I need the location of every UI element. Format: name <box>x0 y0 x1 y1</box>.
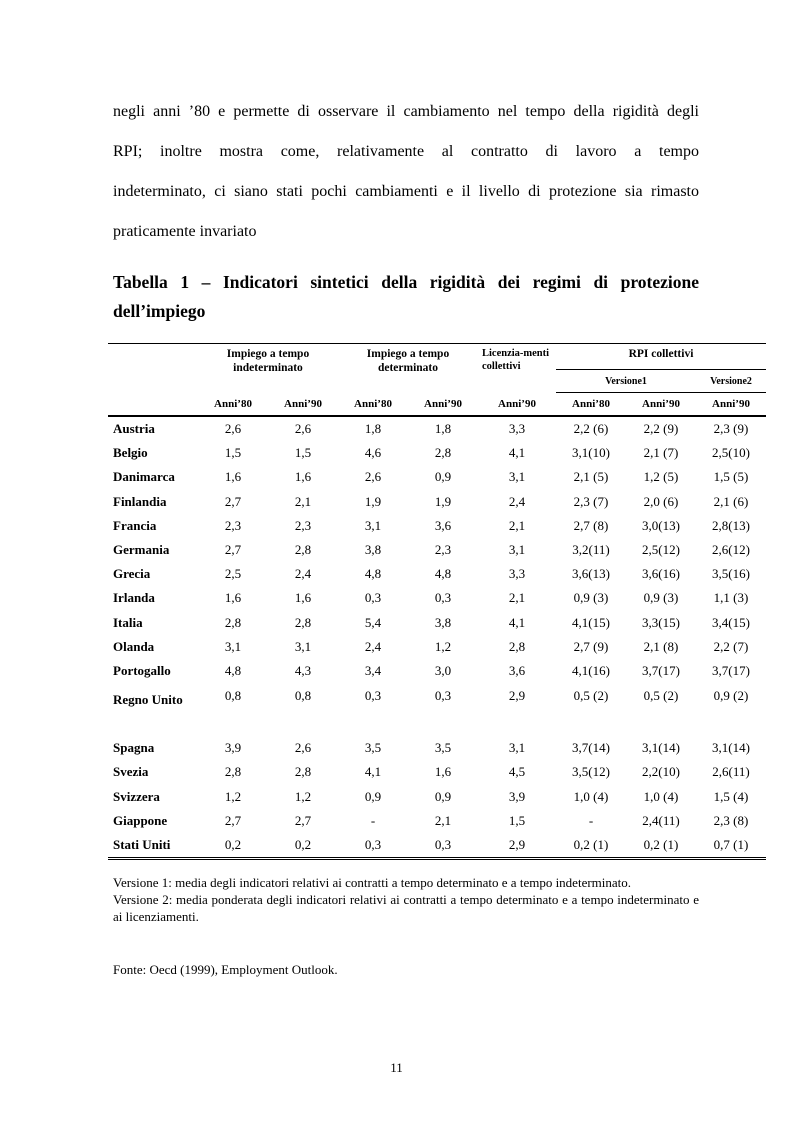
value-cell: 0,2 (1) <box>643 836 679 852</box>
value-cell: 3,4(15) <box>712 614 750 630</box>
value-cell: 3,4 <box>364 662 382 678</box>
caption-line: dell’impiego <box>113 301 206 321</box>
value-cell: 4,1 <box>508 445 526 461</box>
version2-header: Versione2 <box>696 370 766 393</box>
value-cell: - <box>370 812 376 828</box>
value-cell: 2,6 <box>294 740 312 756</box>
value-cell: 4,8 <box>434 566 452 582</box>
value-cell: 1,5 <box>224 445 242 461</box>
value-cell: 1,2 <box>224 788 242 804</box>
value-cell: 2,2(10) <box>642 764 680 780</box>
table-row <box>108 760 766 784</box>
country-cell: Irlanda <box>113 590 155 606</box>
year-header: Anni’90 <box>478 393 556 417</box>
value-cell: 4,8 <box>364 566 382 582</box>
value-cell: 2,5(12) <box>642 542 680 558</box>
value-cell: 1,5 (5) <box>713 469 749 485</box>
value-cell: 1,5 <box>294 445 312 461</box>
country-cell: Portogallo <box>113 662 171 678</box>
value-cell: 2,2 (7) <box>713 638 749 654</box>
country-cell: Germania <box>113 542 170 558</box>
value-cell: 1,6 <box>434 764 452 780</box>
value-cell: 2,7 (8) <box>573 517 609 533</box>
value-cell: 3,5(16) <box>712 566 750 582</box>
value-cell: 2,5 <box>224 566 242 582</box>
value-cell: 1,0 (4) <box>573 788 609 804</box>
year-header-blank <box>108 393 198 417</box>
country-cell: Stati Uniti <box>113 836 171 852</box>
value-cell: 4,8 <box>224 662 242 678</box>
value-cell: 3,5 <box>434 740 452 756</box>
value-cell: 1,2 (5) <box>643 469 679 485</box>
paragraph-line: negli anni ’80 e permette di osservare il cambiamento nel tempo della rigidità degli <box>113 103 699 120</box>
value-cell: 1,9 <box>434 493 452 509</box>
value-cell: 2,2 (6) <box>573 421 609 437</box>
value-cell: 5,4 <box>364 614 382 630</box>
rigidity-table <box>108 343 766 860</box>
value-cell: 0,9 <box>434 469 452 485</box>
paragraph-line: RPI; inoltre mostra come, relativamente al contratto di lavoro a tempo <box>113 143 699 160</box>
value-cell: 3,1(14) <box>642 740 680 756</box>
value-cell: 2,1 <box>508 517 526 533</box>
value-cell: 2,8 <box>294 614 312 630</box>
value-cell: 3,6 <box>434 517 452 533</box>
country-cell: Francia <box>113 517 157 533</box>
value-cell: 1,2 <box>434 638 452 654</box>
value-cell: 1,5 <box>508 812 526 828</box>
value-cell: 2,8 <box>508 638 526 654</box>
value-cell: 3,1 <box>508 469 526 485</box>
value-cell: 1,0 (4) <box>643 788 679 804</box>
value-cell: 2,1 (6) <box>713 493 749 509</box>
table-row <box>108 490 766 514</box>
table-notes <box>113 874 699 925</box>
value-cell: 3,7(14) <box>572 740 610 756</box>
value-cell: 3,1 <box>508 740 526 756</box>
group-header-indeterminato: Impiego a tempo indeterminato <box>198 344 338 393</box>
value-cell: 1,1 (3) <box>713 590 749 606</box>
country-cell: Finlandia <box>113 493 167 509</box>
value-cell: 3,0(13) <box>642 517 680 533</box>
value-cell: 0,3 <box>364 590 382 606</box>
value-cell: 1,6 <box>224 469 242 485</box>
table-body <box>108 416 766 859</box>
value-cell: 0,3 <box>364 688 382 704</box>
country-cell: Austria <box>113 421 155 437</box>
value-cell: 0,9 (3) <box>573 590 609 606</box>
value-cell: 3,1 <box>224 638 242 654</box>
table-row <box>108 736 766 760</box>
value-cell: 2,3 (9) <box>713 421 749 437</box>
table-row <box>108 659 766 683</box>
value-cell: 1,6 <box>224 590 242 606</box>
paragraph-line: praticamente invariato <box>113 223 257 240</box>
value-cell: 2,5(10) <box>712 445 750 461</box>
value-cell: 0,7 (1) <box>713 836 749 852</box>
table-bottom-rule <box>108 859 766 861</box>
value-cell: 2,8 <box>294 764 312 780</box>
value-cell: 3,6 <box>508 662 526 678</box>
value-cell: 3,1 <box>294 638 312 654</box>
value-cell: 4,1 <box>364 764 382 780</box>
value-cell: 4,6 <box>364 445 382 461</box>
value-cell: 1,5 (4) <box>713 788 749 804</box>
value-cell: 3,1(10) <box>572 445 610 461</box>
country-cell: Spagna <box>113 740 155 756</box>
value-cell: 2,1 <box>294 493 312 509</box>
year-header: Anni’90 <box>268 393 338 417</box>
value-cell: 2,7 <box>224 493 242 509</box>
value-cell: 2,7 <box>224 812 242 828</box>
value-cell: 2,8 <box>224 764 242 780</box>
value-cell: 2,9 <box>508 836 526 852</box>
value-cell: 3,6(13) <box>572 566 610 582</box>
value-cell: 0,5 (2) <box>573 688 609 704</box>
value-cell: 2,7 (9) <box>573 638 609 654</box>
year-header: Anni’90 <box>626 393 696 417</box>
value-cell: 3,3 <box>508 566 526 582</box>
value-cell: 0,9 (3) <box>643 590 679 606</box>
caption-line: Tabella 1 – Indicatori sintetici della rigidità dei regimi di protezione <box>113 272 699 292</box>
value-cell: 2,3 (7) <box>573 493 609 509</box>
value-cell: 2,8 <box>434 445 452 461</box>
value-cell: 3,1 <box>508 542 526 558</box>
value-cell: 2,1 (8) <box>643 638 679 654</box>
country-cell: Regno Unito <box>113 692 183 708</box>
value-cell: 0,8 <box>224 688 242 704</box>
value-cell: 0,9 <box>434 788 452 804</box>
country-cell: Belgio <box>113 445 148 461</box>
value-cell: 2,1 <box>434 812 452 828</box>
table-caption <box>113 268 699 326</box>
value-cell: 1,6 <box>294 469 312 485</box>
group-header-rpi: RPI collettivi <box>556 344 766 370</box>
table-row <box>108 441 766 465</box>
table-row <box>108 683 766 736</box>
value-cell: 3,8 <box>364 542 382 558</box>
value-cell: 0,9 (2) <box>713 688 749 704</box>
value-cell: 3,8 <box>434 614 452 630</box>
value-cell: 2,9 <box>508 688 526 704</box>
value-cell: 0,2 <box>224 836 242 852</box>
value-cell: 3,9 <box>224 740 242 756</box>
value-cell: 4,1 <box>508 614 526 630</box>
value-cell: 0,5 (2) <box>643 688 679 704</box>
value-cell: 2,3 <box>224 517 242 533</box>
value-cell: 3,5 <box>364 740 382 756</box>
value-cell: 1,8 <box>434 421 452 437</box>
value-cell: 0,8 <box>294 688 312 704</box>
table-row <box>108 833 766 859</box>
body-paragraph <box>113 92 699 252</box>
value-cell: 0,3 <box>434 688 452 704</box>
value-cell: 2,1 <box>508 590 526 606</box>
year-header: Anni’80 <box>556 393 626 417</box>
value-cell: 2,6 <box>364 469 382 485</box>
value-cell: 2,7 <box>294 812 312 828</box>
value-cell: 2,6(12) <box>712 542 750 558</box>
table-row <box>108 586 766 610</box>
value-cell: 2,1 (7) <box>643 445 679 461</box>
value-cell: 0,3 <box>434 836 452 852</box>
value-cell: 3,3(15) <box>642 614 680 630</box>
table-row <box>108 514 766 538</box>
value-cell: 2,7 <box>224 542 242 558</box>
value-cell: 2,6 <box>294 421 312 437</box>
value-cell: 0,3 <box>364 836 382 852</box>
value-cell: 4,3 <box>294 662 312 678</box>
note-version1: Versione 1: media degli indicatori relativi ai contratti a tempo determinato e a tempo indeterminato. <box>113 875 632 890</box>
value-cell: 3,7(17) <box>642 662 680 678</box>
value-cell: 3,7(17) <box>712 662 750 678</box>
table-row <box>108 562 766 586</box>
table-row <box>108 635 766 659</box>
group-header-determinato: Impiego a tempo determinato <box>338 344 478 393</box>
year-header: Anni’90 <box>408 393 478 417</box>
country-cell: Danimarca <box>113 469 175 485</box>
value-cell: 2,4(11) <box>642 812 680 828</box>
value-cell: 4,5 <box>508 764 526 780</box>
group-header-licenziamenti: Licenzia-menti collettivi <box>478 344 556 393</box>
country-cell: Grecia <box>113 566 151 582</box>
value-cell: 3,6(16) <box>642 566 680 582</box>
year-header: Anni’80 <box>338 393 408 417</box>
value-cell: 2,8 <box>224 614 242 630</box>
country-cell: Italia <box>113 614 143 630</box>
value-cell: 2,0 (6) <box>643 493 679 509</box>
value-cell: 4,1(15) <box>572 614 610 630</box>
value-cell: 2,2 (9) <box>643 421 679 437</box>
value-cell: 2,6(11) <box>712 764 750 780</box>
table-row <box>108 538 766 562</box>
value-cell: 0,2 <box>294 836 312 852</box>
year-header: Anni’90 <box>696 393 766 417</box>
value-cell: 0,3 <box>434 590 452 606</box>
source-note: Fonte: Oecd (1999), Employment Outlook. <box>113 962 338 977</box>
year-header: Anni’80 <box>198 393 268 417</box>
country-cell: Giappone <box>113 812 168 828</box>
version1-header: Versione1 <box>556 370 696 393</box>
value-cell: 4,1(16) <box>572 662 610 678</box>
value-cell: 2,3 <box>294 517 312 533</box>
value-cell: 1,8 <box>364 421 382 437</box>
value-cell: 2,4 <box>508 493 526 509</box>
value-cell: 1,6 <box>294 590 312 606</box>
value-cell: 3,3 <box>508 421 526 437</box>
value-cell: 3,5(12) <box>572 764 610 780</box>
value-cell: 3,2(11) <box>572 542 610 558</box>
value-cell: 2,6 <box>224 421 242 437</box>
country-cell: Svezia <box>113 764 149 780</box>
value-cell: 2,4 <box>364 638 382 654</box>
empty-header-cell <box>108 344 198 393</box>
paragraph-line: indeterminato, ci siano stati pochi cambiamenti e il livello di protezione sia rimasto <box>113 183 699 200</box>
value-cell: 2,8 <box>294 542 312 558</box>
value-cell: 3,0 <box>434 662 452 678</box>
table-row <box>108 416 766 441</box>
value-cell: 2,3 <box>434 542 452 558</box>
value-cell: 1,9 <box>364 493 382 509</box>
value-cell: 3,1(14) <box>712 740 750 756</box>
value-cell: - <box>588 812 594 828</box>
table-row <box>108 611 766 635</box>
table-row <box>108 809 766 833</box>
value-cell: 2,8(13) <box>712 517 750 533</box>
note-version2: Versione 2: media ponderata degli indicatori relativi ai contratti a tempo determinato e a tempo indeterminato e ai licenziamenti. <box>113 892 699 924</box>
value-cell: 3,9 <box>508 788 526 804</box>
value-cell: 1,2 <box>294 788 312 804</box>
value-cell: 0,2 (1) <box>573 836 609 852</box>
table-row <box>108 784 766 808</box>
table-row <box>108 465 766 489</box>
value-cell: 2,4 <box>294 566 312 582</box>
country-cell: Svizzera <box>113 788 160 804</box>
value-cell: 0,9 <box>364 788 382 804</box>
value-cell: 3,1 <box>364 517 382 533</box>
value-cell: 2,1 (5) <box>573 469 609 485</box>
country-cell: Olanda <box>113 638 155 654</box>
value-cell: 2,3 (8) <box>713 812 749 828</box>
page-number: 11 <box>390 1060 403 1075</box>
